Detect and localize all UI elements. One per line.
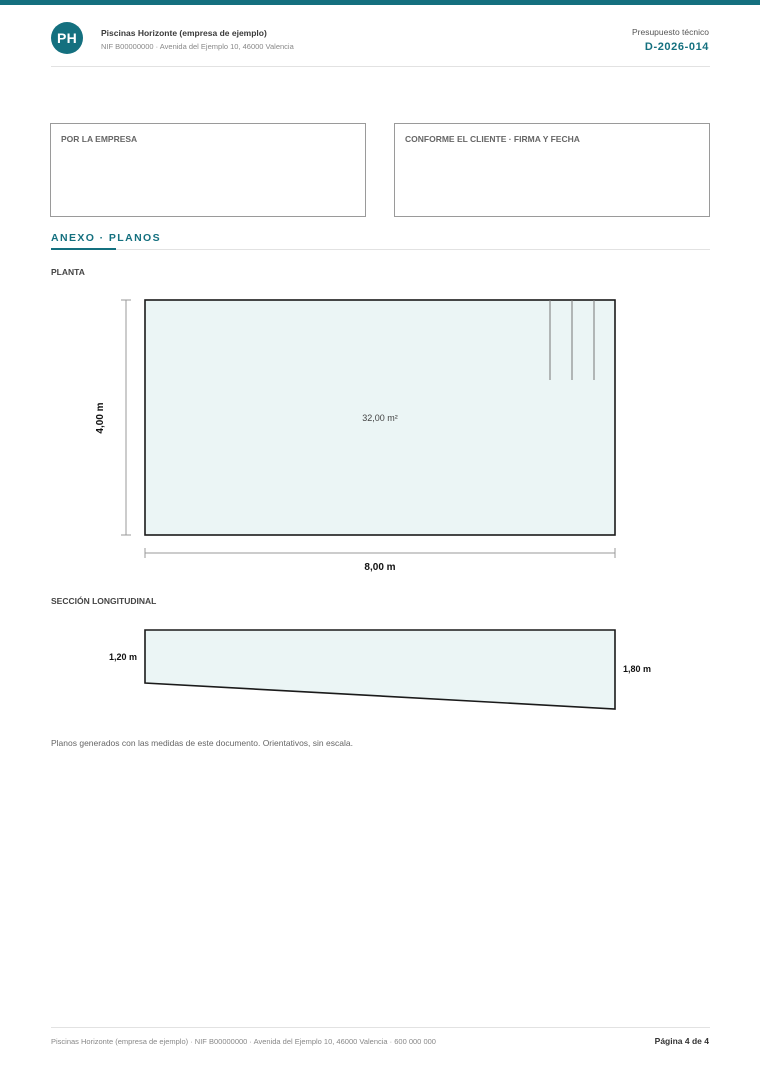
- footer-divider: [51, 1027, 710, 1028]
- document-number: D-2026-014: [644, 41, 709, 53]
- client-signature-label: CONFORME EL CLIENTE · FIRMA Y FECHA: [405, 134, 580, 144]
- width-dimension-label: 4,00 m: [95, 402, 106, 434]
- shallow-depth-label: 1,20 m: [108, 652, 137, 662]
- pool-section-profile: [145, 630, 615, 709]
- company-signature-label: POR LA EMPRESA: [61, 134, 138, 144]
- company-name: Piscinas Horizonte (empresa de ejemplo): [101, 28, 267, 38]
- plan-heading: PLANTA: [51, 267, 85, 277]
- document-type: Presupuesto técnico: [631, 27, 709, 37]
- page-number: Página 4 de 4: [654, 1036, 709, 1046]
- length-dimension-label: 8,00 m: [364, 562, 396, 573]
- deep-depth-label: 1,80 m: [623, 664, 652, 674]
- pool-area-label: 32,00 m²: [362, 413, 398, 423]
- plans-note: Planos generados con las medidas de este documento. Orientativos, sin escala.: [51, 738, 353, 748]
- annex-title: ANEXO · PLANOS: [51, 232, 162, 244]
- company-logo: PH: [51, 22, 83, 54]
- footer-company-info: Piscinas Horizonte (empresa de ejemplo) · NIF B00000000 · Avenida del Ejemplo 10, 46000 Valencia · 600 000 000: [51, 1037, 436, 1046]
- company-info: NIF B00000000 · Avenida del Ejemplo 10, 46000 Valencia: [101, 42, 294, 51]
- section-heading: SECCIÓN LONGITUDINAL: [51, 596, 157, 606]
